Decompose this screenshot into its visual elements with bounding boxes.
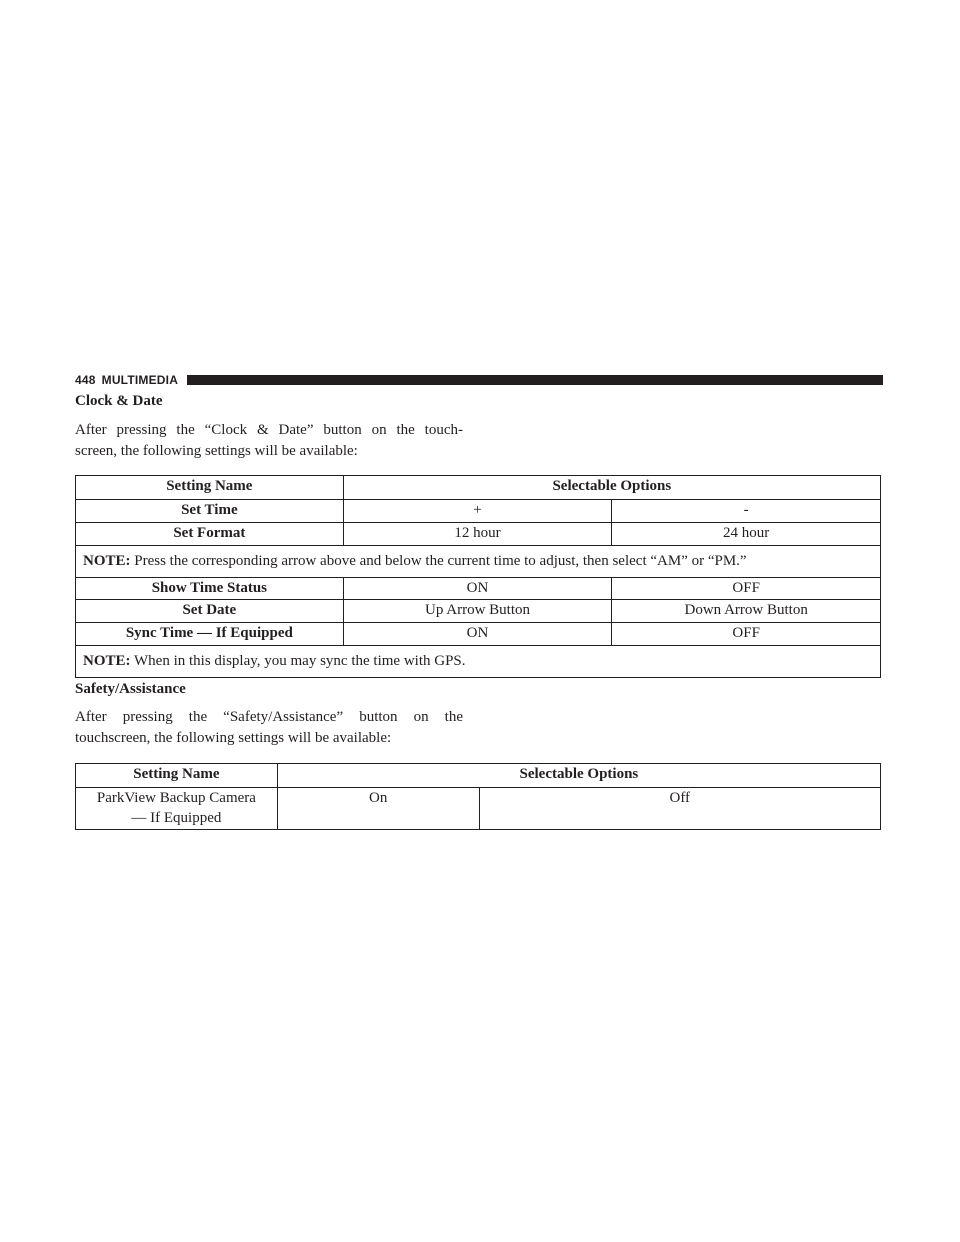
note-cell xyxy=(76,646,881,678)
option-cell: 12 hour xyxy=(343,523,612,546)
note-text: Press the corresponding arrow above and below the current time to adjust, then select “AM” or “PM.” xyxy=(134,553,747,569)
setting-name-cell: Show Time Status xyxy=(76,578,344,600)
table-header-row xyxy=(76,476,881,500)
note-text: When in this display, you may sync the time with GPS. xyxy=(134,653,466,669)
option-cell: Up Arrow Button xyxy=(343,600,612,623)
setting-name-cell: Set Time xyxy=(76,500,344,523)
setting-name-line-2: — If Equipped xyxy=(131,810,222,826)
note-cell xyxy=(76,546,881,578)
option-cell: Off xyxy=(479,788,880,830)
safety-intro-line-2: touchscreen, the following settings will be available: xyxy=(75,730,392,746)
setting-name-cell: Set Format xyxy=(76,523,344,546)
page-number: 448 xyxy=(75,373,96,387)
table-header-row xyxy=(76,764,881,788)
col-header-setting-name: Setting Name xyxy=(76,476,344,500)
note-label: NOTE: xyxy=(83,653,131,669)
section-title: MULTIMEDIA xyxy=(101,373,179,387)
option-cell: 24 hour xyxy=(612,523,881,546)
setting-name-cell: Set Date xyxy=(76,600,344,623)
table-row xyxy=(76,500,881,523)
safety-assistance-intro xyxy=(75,707,463,749)
setting-name-line-1: ParkView Backup Camera xyxy=(96,790,256,806)
option-cell: - xyxy=(612,500,881,523)
note-row xyxy=(76,646,881,678)
table-row xyxy=(76,600,881,623)
safety-intro-line-1: After pressing the “Safety/Assistance” button on the xyxy=(75,709,463,725)
setting-name-cell xyxy=(76,788,278,830)
col-header-setting-name: Setting Name xyxy=(76,764,278,788)
option-cell: + xyxy=(343,500,612,523)
option-cell: On xyxy=(277,788,479,830)
clock-date-intro xyxy=(75,420,463,462)
option-cell: OFF xyxy=(612,578,881,600)
option-cell: ON xyxy=(343,578,612,600)
setting-name-cell: Sync Time — If Equipped xyxy=(76,623,344,646)
clock-intro-line-1: After pressing the “Clock & Date” button on the touch- xyxy=(75,422,463,438)
table-row xyxy=(76,578,881,600)
note-row xyxy=(76,546,881,578)
option-cell: ON xyxy=(343,623,612,646)
header-rule xyxy=(187,375,883,385)
clock-date-heading: Clock & Date xyxy=(75,393,163,409)
page-header xyxy=(75,373,883,387)
table-row xyxy=(76,623,881,646)
safety-assistance-table xyxy=(75,763,881,830)
option-cell: OFF xyxy=(612,623,881,646)
clock-intro-line-2: screen, the following settings will be available: xyxy=(75,443,358,459)
table-row xyxy=(76,788,881,830)
table-row xyxy=(76,523,881,546)
clock-date-table xyxy=(75,475,881,678)
safety-assistance-heading: Safety/Assistance xyxy=(75,681,186,697)
option-cell: Down Arrow Button xyxy=(612,600,881,623)
note-label: NOTE: xyxy=(83,553,131,569)
col-header-selectable-options: Selectable Options xyxy=(277,764,880,788)
col-header-selectable-options: Selectable Options xyxy=(343,476,880,500)
